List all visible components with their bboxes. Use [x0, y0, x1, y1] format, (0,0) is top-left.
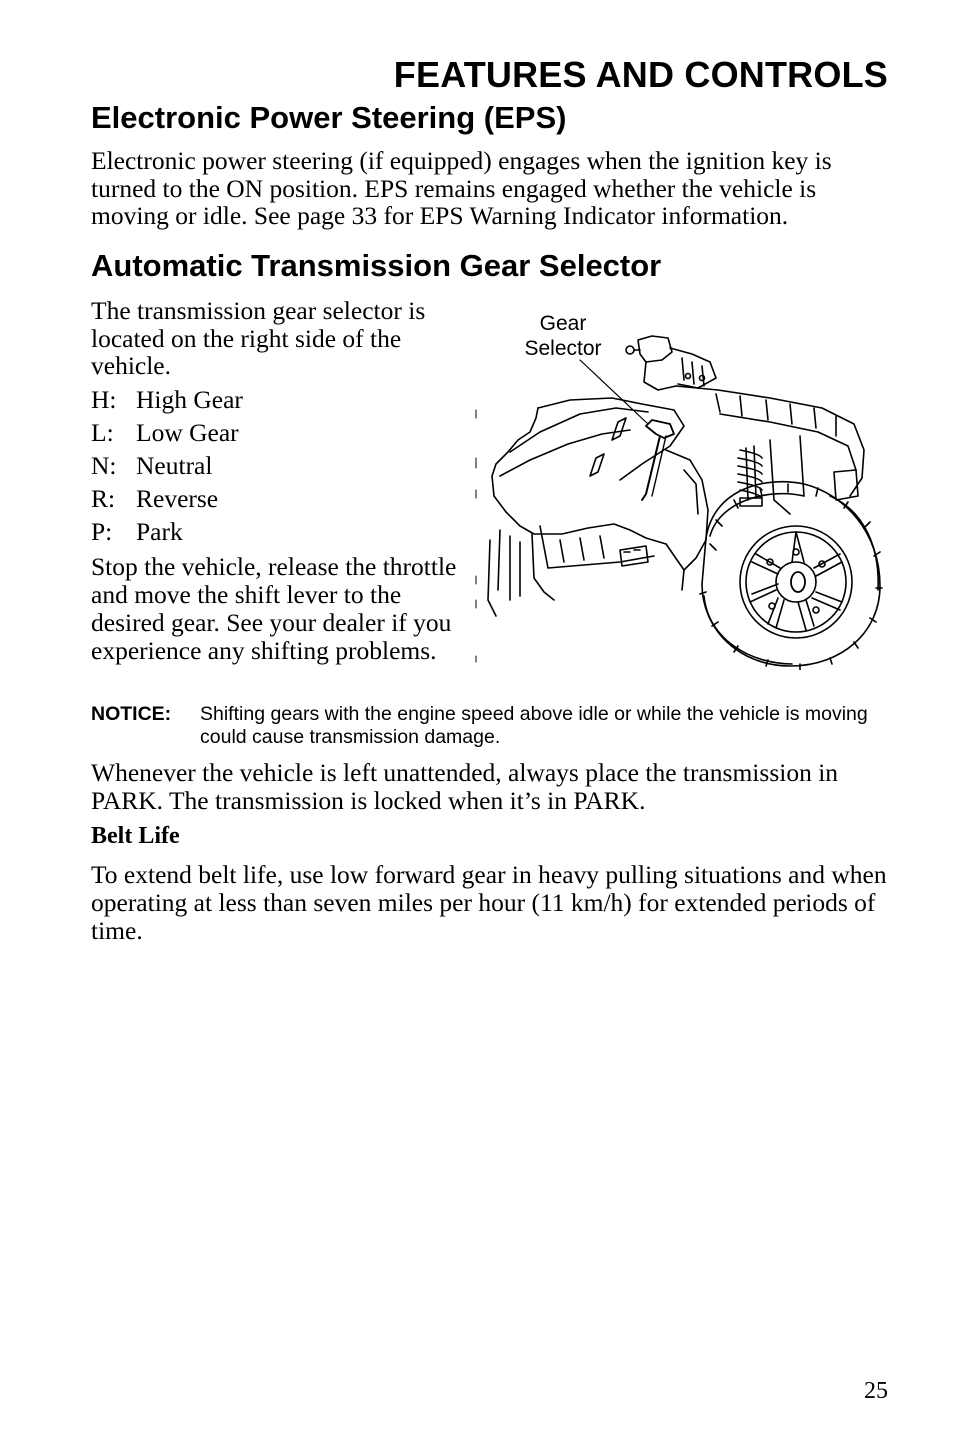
- transmission-heading: Automatic Transmission Gear Selector: [91, 248, 662, 283]
- gear-key: N:: [91, 451, 117, 480]
- gear-item-neutral: [91, 449, 471, 482]
- gear-item-reverse: [91, 482, 471, 515]
- section-header: FEATURES AND CONTROLS: [393, 54, 888, 95]
- gear-item-park: [91, 515, 471, 548]
- gear-selector-callout-line1: Gear: [539, 312, 587, 335]
- belt-life-paragraph: To extend belt life, use low forward gear in heavy pulling situations and when operating at less than seven miles per hour (11 km/h) for extended periods of time.: [91, 860, 887, 945]
- gear-key: L:: [91, 418, 114, 447]
- park-paragraph: Whenever the vehicle is left unattended, always place the transmission in PARK. The transmission is locked when it’s in PARK.: [91, 758, 839, 815]
- page-number: 25: [864, 1378, 888, 1404]
- transmission-intro: The transmission gear selector is located on the right side of the vehicle.: [91, 296, 426, 380]
- notice-label: NOTICE:: [91, 703, 172, 725]
- notice-block: [91, 703, 891, 749]
- eps-heading: Electronic Power Steering (EPS): [91, 100, 567, 135]
- notice-text: Shifting gears with the engine speed above idle or while the vehicle is moving could cause transmission damage.: [200, 703, 868, 748]
- gear-label: Neutral: [136, 451, 213, 480]
- belt-life-heading: Belt Life: [91, 823, 180, 849]
- gear-item-high: [91, 383, 471, 416]
- gear-label: High Gear: [136, 385, 243, 414]
- gear-key: P:: [91, 517, 113, 546]
- gear-list: [91, 383, 471, 548]
- atv-gear-selector-illustration: [470, 300, 890, 670]
- gear-label: Reverse: [136, 484, 219, 513]
- gear-selector-callout-line2: Selector: [524, 337, 602, 360]
- eps-paragraph: Electronic power steering (if equipped) engages when the ignition key is turned to the ON position. EPS remains engaged whether the vehicle is moving or idle. See page 33 for EPS Warning Indicator information.: [91, 146, 832, 230]
- gear-label: Low Gear: [136, 418, 239, 447]
- gear-key: R:: [91, 484, 116, 513]
- gear-label: Park: [136, 517, 183, 546]
- shifting-instructions: Stop the vehicle, release the throttle and move the shift lever to the desired gear. See your dealer if you experience any shifting problems.: [91, 552, 457, 665]
- gear-key: H:: [91, 385, 117, 414]
- gear-item-low: [91, 416, 471, 449]
